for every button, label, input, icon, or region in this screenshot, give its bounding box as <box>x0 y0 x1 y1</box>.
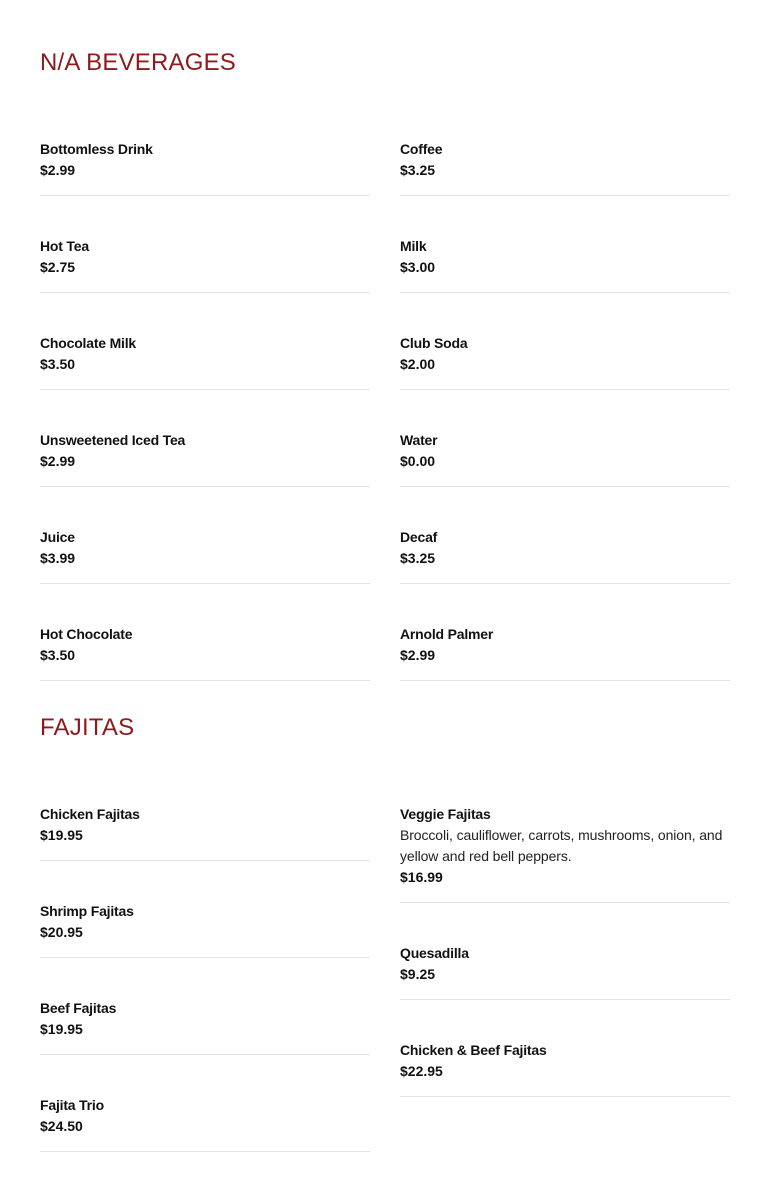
item-description: Broccoli, cauliflower, carrots, mushrooms, onion, and yellow and red bell peppers. <box>400 827 723 864</box>
item-name: Milk <box>400 238 427 254</box>
section-title: FAJITAS <box>40 714 135 741</box>
menu-item <box>400 943 730 1000</box>
item-price: $2.99 <box>400 647 436 663</box>
item-price: $20.95 <box>40 924 83 940</box>
item-price: $2.00 <box>400 356 436 372</box>
menu-item <box>40 998 370 1055</box>
menu-item <box>400 804 730 903</box>
menu-item <box>40 333 370 390</box>
item-name: Juice <box>40 529 75 545</box>
menu-item <box>40 430 370 487</box>
item-name: Bottomless Drink <box>40 141 153 157</box>
menu-column-left <box>40 804 370 1192</box>
menu-item <box>400 624 730 681</box>
menu-item <box>400 236 730 293</box>
menu-item <box>400 333 730 390</box>
item-name: Veggie Fajitas <box>400 806 491 822</box>
menu-item <box>400 527 730 584</box>
item-name: Water <box>400 432 438 448</box>
item-name: Fajita Trio <box>40 1097 104 1113</box>
menu-item <box>40 804 370 861</box>
menu-item <box>40 901 370 958</box>
item-price: $2.99 <box>40 453 76 469</box>
menu-item <box>40 1095 370 1152</box>
menu-column-right <box>400 804 730 1137</box>
item-name: Coffee <box>400 141 443 157</box>
section-title: N/A BEVERAGES <box>40 49 237 76</box>
item-price: $16.99 <box>400 869 443 885</box>
item-name: Beef Fajitas <box>40 1000 117 1016</box>
item-name: Club Soda <box>400 335 468 351</box>
menu-column-left <box>40 139 370 721</box>
item-name: Quesadilla <box>400 945 469 961</box>
item-name: Decaf <box>400 529 438 545</box>
item-price: $24.50 <box>40 1118 83 1134</box>
menu-item <box>400 1040 730 1097</box>
item-price: $2.75 <box>40 259 76 275</box>
item-price: $19.95 <box>40 1021 83 1037</box>
menu-item <box>400 430 730 487</box>
item-name: Hot Tea <box>40 238 89 254</box>
item-price: $3.25 <box>400 162 436 178</box>
item-name: Chocolate Milk <box>40 335 136 351</box>
item-name: Unsweetened Iced Tea <box>40 432 186 448</box>
menu-item <box>40 527 370 584</box>
item-name: Arnold Palmer <box>400 626 494 642</box>
menu-item <box>40 236 370 293</box>
item-name: Shrimp Fajitas <box>40 903 134 919</box>
item-price: $3.50 <box>40 356 76 372</box>
item-name: Chicken & Beef Fajitas <box>400 1042 547 1058</box>
item-name: Hot Chocolate <box>40 626 133 642</box>
item-price: $22.95 <box>400 1063 443 1079</box>
item-price: $0.00 <box>400 453 436 469</box>
item-price: $3.50 <box>40 647 76 663</box>
item-price: $3.99 <box>40 550 76 566</box>
menu-item <box>400 139 730 196</box>
item-price: $3.00 <box>400 259 436 275</box>
menu-item <box>40 139 370 196</box>
item-name: Chicken Fajitas <box>40 806 140 822</box>
menu-item <box>40 624 370 681</box>
item-price: $3.25 <box>400 550 436 566</box>
item-price: $19.95 <box>40 827 83 843</box>
item-price: $2.99 <box>40 162 76 178</box>
menu-column-right <box>400 139 730 721</box>
item-price: $9.25 <box>400 966 436 982</box>
